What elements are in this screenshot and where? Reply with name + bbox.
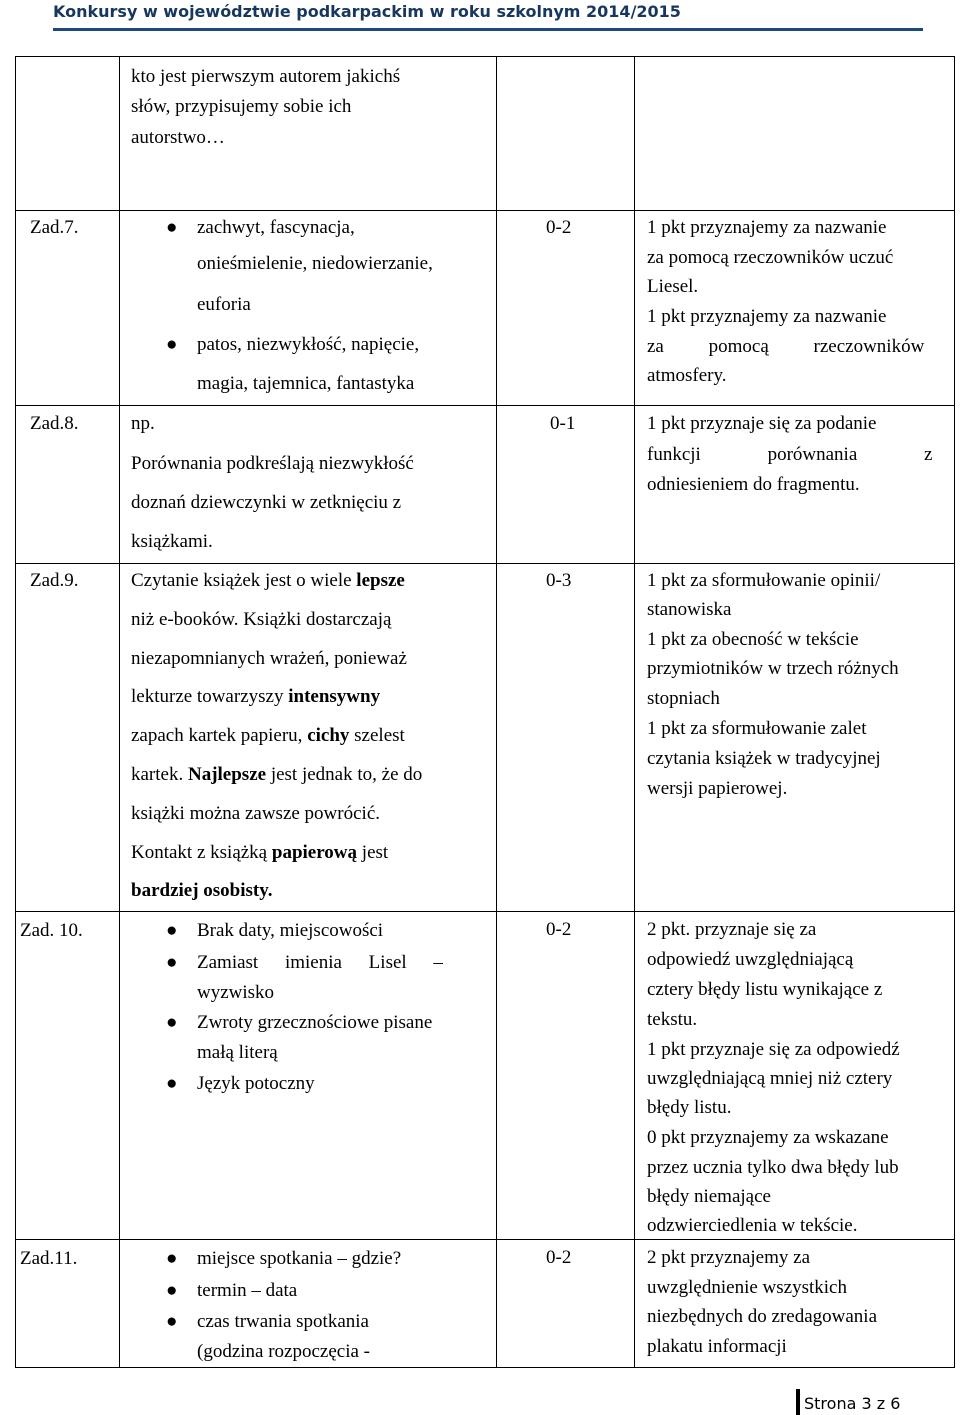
answer-line: małą literą bbox=[197, 1042, 278, 1063]
task-label: Zad.8. bbox=[30, 413, 79, 434]
criteria-line: 2 pkt przyznajemy za bbox=[647, 1247, 811, 1268]
criteria-line: uwzględniającą mniej niż cztery bbox=[647, 1068, 893, 1089]
criteria-line: za pomocą rzeczowników uczuć bbox=[647, 247, 894, 268]
footer-divider bbox=[796, 1389, 800, 1415]
answer-line: Zwroty grzecznościowe pisane bbox=[197, 1012, 433, 1033]
table-border-right bbox=[954, 56, 955, 1368]
criteria-line: czytania książek w tradycyjnej bbox=[647, 748, 881, 769]
criteria-line: plakatu informacji bbox=[647, 1336, 787, 1357]
answer-line: zachwyt, fascynacja, bbox=[197, 217, 355, 238]
criteria-line: 1 pkt za sformułowanie opinii/ bbox=[647, 570, 881, 591]
answer-line: Kontakt z książką papierową jest bbox=[131, 842, 389, 863]
criteria-line: Liesel. bbox=[647, 276, 699, 297]
criteria-line: stopniach bbox=[647, 688, 720, 709]
bullet-icon: ● bbox=[166, 334, 178, 355]
page-header: Konkursy w województwie podkarpackim w roku szkolnym 2014/2015 bbox=[53, 2, 923, 31]
criteria-line: 1 pkt przyznajemy za nazwanie bbox=[647, 217, 887, 238]
answer-line: Zamiast imienia Lisel – bbox=[197, 952, 443, 973]
points: 0-2 bbox=[546, 919, 572, 940]
criteria-line: stanowiska bbox=[647, 599, 732, 620]
answer-line: niezapomnianych wrażeń, ponieważ bbox=[131, 648, 407, 669]
points: 0-1 bbox=[550, 413, 576, 434]
criteria-line: za pomocą rzeczowników bbox=[647, 336, 925, 357]
answer-line: np. bbox=[131, 413, 155, 434]
criteria-line: atmosfery. bbox=[647, 365, 727, 386]
table-border-left bbox=[15, 56, 16, 1368]
criteria-line: przez ucznia tylko dwa błędy lub bbox=[647, 1157, 899, 1178]
criteria-line: błędy listu. bbox=[647, 1097, 732, 1118]
bullet-icon: ● bbox=[166, 1073, 178, 1094]
points: 0-2 bbox=[546, 1247, 572, 1268]
answer-line: patos, niezwykłość, napięcie, bbox=[197, 334, 420, 355]
criteria-line: 1 pkt przyznaje się za odpowiedź bbox=[647, 1039, 900, 1060]
page-number: Strona 3 z 6 bbox=[804, 1394, 901, 1413]
bullet-icon: ● bbox=[166, 1280, 178, 1301]
table-border-bottom bbox=[15, 1367, 955, 1368]
points: 0-3 bbox=[546, 570, 572, 591]
answer-line: doznań dziewczynki w zetknięciu z bbox=[131, 492, 402, 513]
bullet-icon: ● bbox=[166, 1311, 178, 1332]
answer-line: magia, tajemnica, fantastyka bbox=[197, 373, 415, 394]
bullet-icon: ● bbox=[166, 952, 178, 973]
answer-line: kartek. Najlepsze jest jednak to, że do bbox=[131, 764, 423, 785]
criteria-line: tekstu. bbox=[647, 1009, 698, 1030]
criteria-line: odzwierciedlenia w tekście. bbox=[647, 1215, 858, 1236]
column-divider-1 bbox=[119, 56, 120, 1368]
criteria-line: wersji papierowej. bbox=[647, 778, 788, 799]
answer-line: Język potoczny bbox=[197, 1073, 315, 1094]
points: 0-2 bbox=[546, 217, 572, 238]
column-divider-2 bbox=[496, 56, 497, 1368]
answer-line: czas trwania spotkania bbox=[197, 1311, 369, 1332]
criteria-line: błędy niemające bbox=[647, 1186, 771, 1207]
row-divider-1 bbox=[15, 210, 955, 211]
column-divider-3 bbox=[634, 56, 635, 1368]
answer-line: autorstwo… bbox=[131, 127, 225, 148]
row-divider-2 bbox=[15, 405, 955, 406]
criteria-line: uwzględnienie wszystkich bbox=[647, 1277, 847, 1298]
bullet-icon: ● bbox=[166, 1248, 178, 1269]
bullet-icon: ● bbox=[166, 1012, 178, 1033]
row-divider-3 bbox=[15, 563, 955, 564]
criteria-line: odniesieniem do fragmentu. bbox=[647, 474, 860, 495]
answer-line: wyzwisko bbox=[197, 982, 275, 1003]
criteria-line: cztery błędy listu wynikające z bbox=[647, 979, 883, 1000]
answer-line: Czytanie książek jest o wiele lepsze bbox=[131, 570, 405, 591]
answer-line: termin – data bbox=[197, 1280, 298, 1301]
criteria-line: 1 pkt przyznajemy za nazwanie bbox=[647, 306, 887, 327]
criteria-line: 1 pkt za obecność w tekście bbox=[647, 629, 859, 650]
task-label: Zad. 10. bbox=[20, 920, 83, 941]
answer-line: lekturze towarzyszy intensywny bbox=[131, 686, 381, 707]
answer-line: słów, przypisujemy sobie ich bbox=[131, 96, 352, 117]
task-label: Zad.9. bbox=[30, 570, 79, 591]
table-border-top bbox=[15, 56, 955, 57]
criteria-line: przymiotników w trzech różnych bbox=[647, 658, 899, 679]
criteria-line: 1 pkt za sformułowanie zalet bbox=[647, 718, 867, 739]
criteria-line: odpowiedź uwzględniającą bbox=[647, 949, 854, 970]
answer-line: książkami. bbox=[131, 531, 213, 552]
answer-line: Brak daty, miejscowości bbox=[197, 920, 384, 941]
answer-line: onieśmielenie, niedowierzanie, bbox=[197, 253, 433, 274]
answer-line: euforia bbox=[197, 294, 251, 315]
criteria-line: 2 pkt. przyznaje się za bbox=[647, 919, 817, 940]
answer-line: niż e-booków. Książki dostarczają bbox=[131, 609, 392, 630]
answer-line: zapach kartek papieru, cichy szelest bbox=[131, 725, 405, 746]
criteria-line: funkcji porównania z bbox=[647, 444, 933, 465]
answer-line: bardziej osobisty. bbox=[131, 880, 273, 901]
criteria-line: 0 pkt przyznajemy za wskazane bbox=[647, 1127, 889, 1148]
row-divider-4 bbox=[15, 911, 955, 912]
answer-line: Porównania podkreślają niezwykłość bbox=[131, 453, 414, 474]
answer-line: kto jest pierwszym autorem jakichś bbox=[131, 66, 401, 87]
criteria-line: 1 pkt przyznaje się za podanie bbox=[647, 413, 877, 434]
task-label: Zad.7. bbox=[30, 217, 79, 238]
task-label: Zad.11. bbox=[20, 1248, 78, 1269]
criteria-line: niezbędnych do zredagowania bbox=[647, 1306, 878, 1327]
answer-line: książki można zawsze powrócić. bbox=[131, 803, 381, 824]
answer-line: (godzina rozpoczęcia - bbox=[197, 1341, 371, 1362]
answer-line: miejsce spotkania – gdzie? bbox=[197, 1248, 402, 1269]
bullet-icon: ● bbox=[166, 217, 178, 238]
bullet-icon: ● bbox=[166, 920, 178, 941]
